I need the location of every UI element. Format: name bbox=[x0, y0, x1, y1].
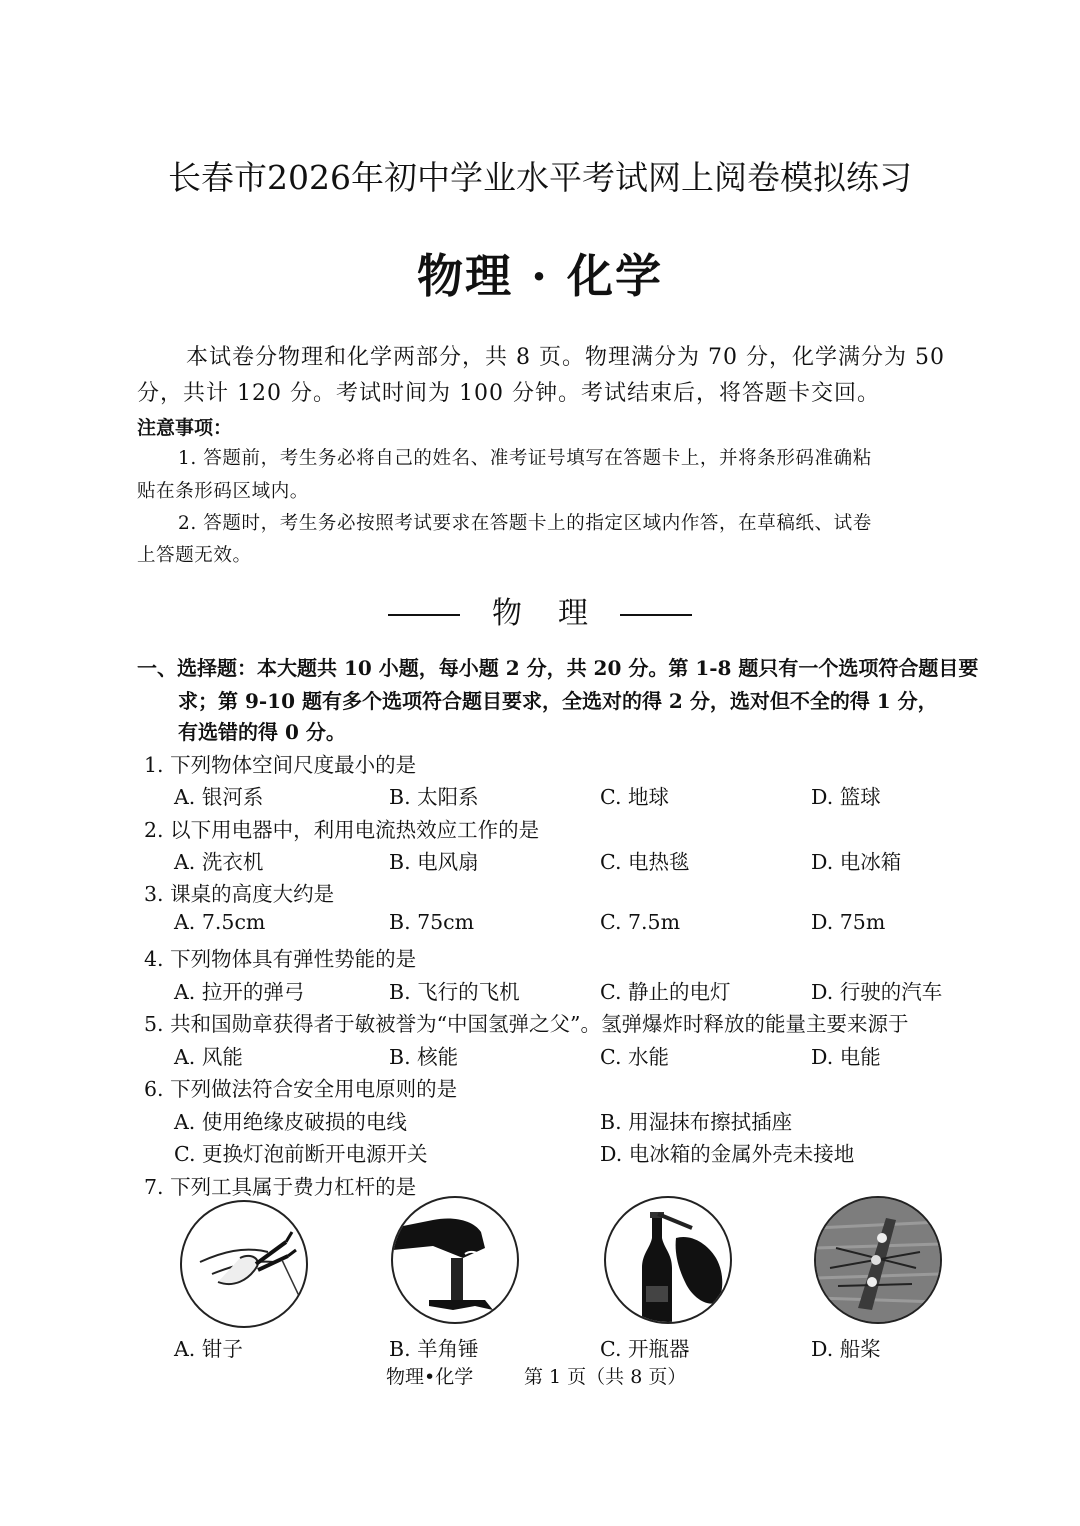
rowing-boat-icon bbox=[816, 1198, 940, 1322]
bottle-opener-icon bbox=[606, 1198, 730, 1322]
question-1-option-a: A. 银河系 bbox=[174, 785, 264, 809]
question-1-option-c: C. 地球 bbox=[600, 785, 669, 809]
question-1-option-d: D. 篮球 bbox=[811, 785, 881, 809]
question-3-option-a: A. 7.5cm bbox=[174, 910, 266, 934]
hammer-icon bbox=[393, 1198, 517, 1322]
question-2-option-a: A. 洗衣机 bbox=[174, 850, 264, 874]
section-dash-left bbox=[388, 614, 460, 616]
exam-subject: 物理 · 化学 bbox=[416, 249, 664, 303]
question-4-option-b: B. 飞行的飞机 bbox=[389, 980, 520, 1004]
question-7-stem: 7. 下列工具属于费力杠杆的是 bbox=[144, 1175, 417, 1199]
question-3-stem: 3. 课桌的高度大约是 bbox=[144, 882, 335, 906]
notice-item-1-line-1: 1. 答题前，考生务必将自己的姓名、准考证号填写在答题卡上，并将条形码准确粘 bbox=[178, 448, 872, 469]
footer-subject: 物理•化学 bbox=[386, 1366, 474, 1388]
claw-hammer-picture bbox=[391, 1196, 519, 1324]
question-2-stem: 2. 以下用电器中，利用电流热效应工作的是 bbox=[144, 818, 540, 842]
question-4-option-c: C. 静止的电灯 bbox=[600, 980, 731, 1004]
question-7-option-a: A. 钳子 bbox=[174, 1337, 243, 1361]
section-dash-right bbox=[620, 614, 692, 616]
question-6-option-c: C. 更换灯泡前断开电源开关 bbox=[174, 1142, 428, 1166]
boat-oar-picture bbox=[814, 1196, 942, 1324]
notice-item-1-line-2: 贴在条形码区域内。 bbox=[137, 481, 309, 502]
intro-line-2: 分，共计 120 分。考试时间为 100 分钟。考试结束后，将答题卡交回。 bbox=[137, 381, 880, 406]
question-3-option-b: B. 75cm bbox=[389, 910, 475, 934]
question-4-option-a: A. 拉开的弹弓 bbox=[174, 980, 305, 1004]
question-7-option-d: D. 船桨 bbox=[811, 1337, 881, 1361]
part1-instructions-line-3: 有选错的得 0 分。 bbox=[178, 720, 346, 744]
notice-item-2-line-2: 上答题无效。 bbox=[137, 545, 252, 566]
question-4-option-d: D. 行驶的汽车 bbox=[811, 980, 943, 1004]
question-7-option-c: C. 开瓶器 bbox=[600, 1337, 690, 1361]
question-3-option-d: D. 75m bbox=[811, 910, 886, 934]
question-6-option-d: D. 电冰箱的金属外壳未接地 bbox=[600, 1142, 855, 1166]
question-6-option-a: A. 使用绝缘皮破损的电线 bbox=[174, 1110, 407, 1134]
section-heading-physics bbox=[0, 588, 1080, 632]
question-5-option-c: C. 水能 bbox=[600, 1045, 669, 1069]
question-3-option-c: C. 7.5m bbox=[600, 910, 681, 934]
question-2-option-c: C. 电热毯 bbox=[600, 850, 690, 874]
question-6-option-b: B. 用湿抹布擦拭插座 bbox=[600, 1110, 793, 1134]
question-5-option-b: B. 核能 bbox=[389, 1045, 459, 1069]
question-5-option-d: D. 电能 bbox=[811, 1045, 881, 1069]
question-6-stem: 6. 下列做法符合安全用电原则的是 bbox=[144, 1077, 458, 1101]
question-7-option-b: B. 羊角锤 bbox=[389, 1337, 479, 1361]
question-1-stem: 1. 下列物体空间尺度最小的是 bbox=[144, 753, 417, 777]
section-char-2: 理 bbox=[558, 596, 588, 631]
question-5-option-a: A. 风能 bbox=[174, 1045, 243, 1069]
question-2-option-d: D. 电冰箱 bbox=[811, 850, 902, 874]
intro-line-1: 本试卷分物理和化学两部分，共 8 页。物理满分为 70 分，化学满分为 50 bbox=[186, 345, 945, 370]
footer-page-number: 第 1 页（共 8 页） bbox=[524, 1366, 687, 1388]
exam-title: 长春市2026年初中学业水平考试网上阅卷模拟练习 bbox=[168, 158, 912, 197]
question-5-stem: 5. 共和国勋章获得者于敏被誉为“中国氢弹之父”。氢弹爆炸时释放的能量主要来源于 bbox=[144, 1012, 909, 1036]
question-2-option-b: B. 电风扇 bbox=[389, 850, 479, 874]
notice-heading: 注意事项： bbox=[137, 417, 233, 439]
part1-instructions-line-1: 一、选择题：本大题共 10 小题，每小题 2 分，共 20 分。第 1-8 题只有一个选项符合题目要 bbox=[137, 656, 979, 680]
pliers-picture bbox=[180, 1200, 308, 1328]
question-1-option-b: B. 太阳系 bbox=[389, 785, 479, 809]
section-char-1: 物 bbox=[492, 596, 522, 631]
bottle-opener-picture bbox=[604, 1196, 732, 1324]
question-4-stem: 4. 下列物体具有弹性势能的是 bbox=[144, 947, 417, 971]
pliers-icon bbox=[182, 1202, 306, 1326]
part1-instructions-line-2: 求；第 9-10 题有多个选项符合题目要求，全选对的得 2 分，选对但不全的得 1 分， bbox=[178, 689, 938, 713]
notice-item-2-line-1: 2. 答题时，考生务必按照考试要求在答题卡上的指定区域内作答，在草稿纸、试卷 bbox=[178, 513, 872, 534]
